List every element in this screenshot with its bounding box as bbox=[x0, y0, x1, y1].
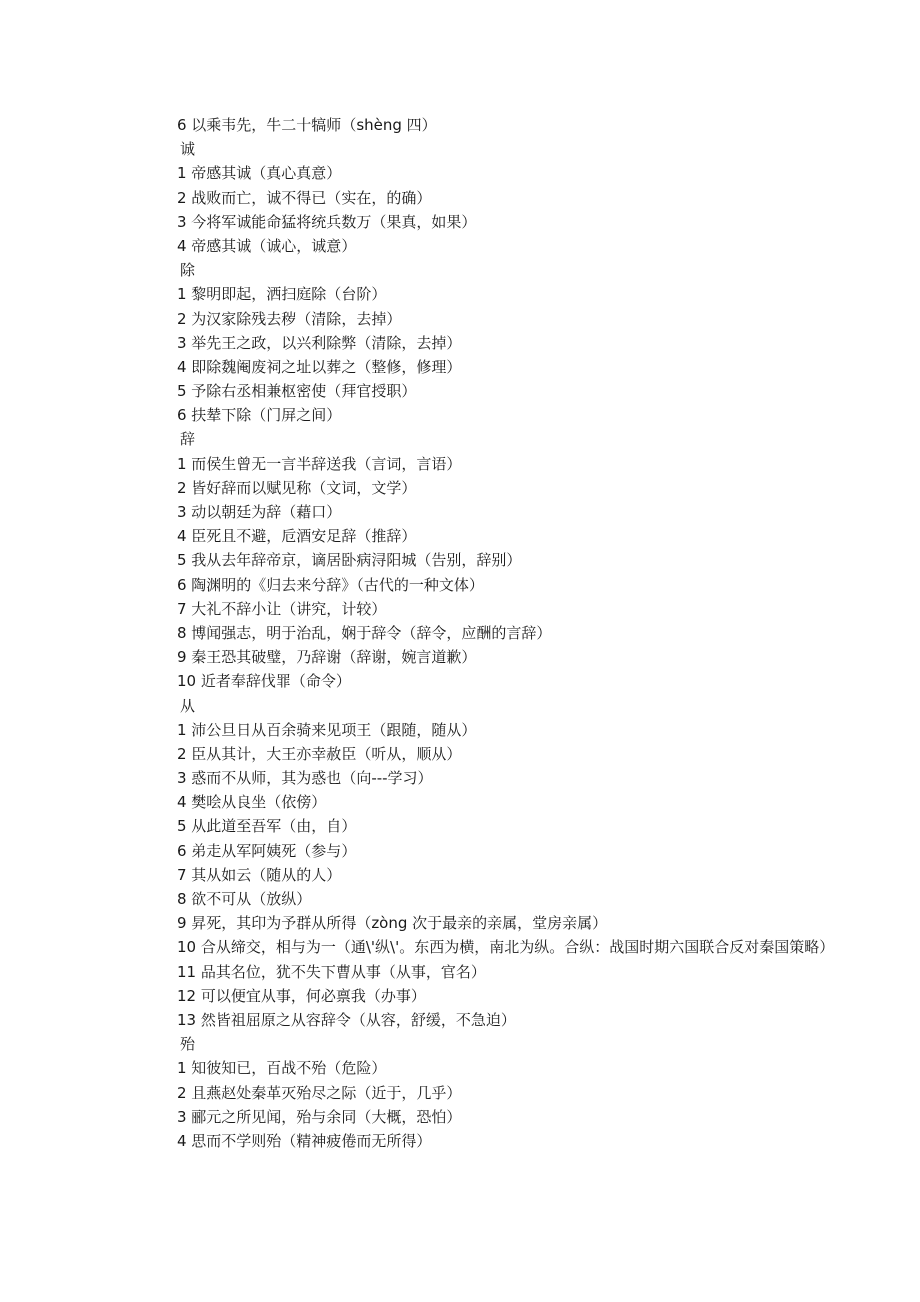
entry-line: 4 思而不学则殆（精神疲倦而无所得） bbox=[177, 1131, 432, 1150]
entry-line: 1 沛公旦日从百余骑来见项王（跟随，随从） bbox=[177, 720, 477, 739]
entry-line: 10 近者奉辞伐罪（命令） bbox=[177, 672, 351, 691]
entry-line: 6 陶渊明的《归去来兮辞》（古代的一种文体） bbox=[177, 575, 484, 594]
entry-line: 2 皆好辞而以赋见称（文词，文学） bbox=[177, 478, 417, 497]
headword: 辞 bbox=[180, 430, 196, 449]
entry-line: 12 可以便宜从事，何必禀我（办事） bbox=[177, 986, 426, 1005]
entry-line: 2 为汉家除残去秽（清除，去掉） bbox=[177, 309, 402, 328]
entry-line: 3 今将军诚能命猛将统兵数万（果真，如果） bbox=[177, 212, 477, 231]
entry-line: 3 动以朝廷为辞（藉口） bbox=[177, 503, 342, 521]
entry-line: 13 然皆祖屈原之从容辞令（从容，舒缓，不急迫） bbox=[177, 1010, 516, 1029]
entry-line: 3 惑而不从师，其为惑也（向---学习） bbox=[177, 769, 433, 788]
entry-line: 5 从此道至吾军（由，自） bbox=[177, 817, 357, 836]
headword: 诚 bbox=[180, 140, 196, 159]
entry-line: 4 帝感其诚（诚心，诚意） bbox=[177, 236, 357, 255]
entry-line: 8 博闻强志，明于治乱，娴于辞令（辞令，应酬的言辞） bbox=[177, 623, 552, 642]
entry-line: 11 品其名位，犹不失下曹从事（从事，官名） bbox=[177, 962, 486, 981]
entry-line: 4 樊哙从良坐（依傍） bbox=[177, 793, 327, 812]
entry-line: 1 黎明即起，洒扫庭除（台阶） bbox=[177, 285, 387, 304]
entry-line: 7 其从如云（随从的人） bbox=[177, 865, 342, 884]
entry-line: 7 大礼不辞小让（讲究，计较） bbox=[177, 599, 387, 618]
entry-line: 1 帝感其诚（真心真意） bbox=[177, 164, 342, 183]
entry-line: 6 以乘韦先，牛二十犒师（shèng 四） bbox=[177, 116, 437, 134]
entry-line: 4 即除魏阉废祠之址以葬之（整修，修理） bbox=[177, 357, 462, 376]
entry-line: 3 郦元之所见闻，殆与余同（大概，恐怕） bbox=[177, 1107, 462, 1126]
entry-line: 4 臣死且不避，卮酒安足辞（推辞） bbox=[177, 527, 417, 546]
entry-line: 2 战败而亡，诚不得已（实在，的确） bbox=[177, 188, 432, 207]
headword: 从 bbox=[180, 696, 196, 715]
entry-line: 9 秦王恐其破璧，乃辞谢（辞谢，婉言道歉） bbox=[177, 648, 477, 667]
entry-line: 2 且燕赵处秦革灭殆尽之际（近于，几乎） bbox=[177, 1083, 462, 1102]
entry-line: 6 弟走从军阿姨死（参与） bbox=[177, 841, 357, 860]
entry-line: 5 予除右丞相兼枢密使（拜官授职） bbox=[177, 382, 417, 401]
entry-line: 3 举先王之政，以兴利除弊（清除，去掉） bbox=[177, 333, 462, 352]
headword: 殆 bbox=[180, 1035, 196, 1054]
entry-line: 1 而侯生曾无一言半辞送我（言词，言语） bbox=[177, 454, 462, 473]
entry-line: 1 知彼知已，百战不殆（危险） bbox=[177, 1059, 387, 1078]
headword: 除 bbox=[180, 261, 196, 280]
entry-line: 6 扶辇下除（门屏之间） bbox=[177, 406, 342, 425]
entry-line: 5 我从去年辞帝京，谪居卧病浔阳城（告别，辞别） bbox=[177, 551, 522, 570]
entry-line: 2 臣从其计，大王亦幸赦臣（听从，顺从） bbox=[177, 744, 462, 763]
entry-line: 9 昇死，其印为予群从所得（zòng 次于最亲的亲属，堂房亲属） bbox=[177, 914, 608, 933]
entry-line: 8 欲不可从（放纵） bbox=[177, 890, 312, 908]
entry-line-wrapped: 10 合从缔交，相与为一（通\'纵\'。东西为横，南北为纵。合纵：战国时期六国联合反对秦国策略） bbox=[177, 938, 835, 957]
